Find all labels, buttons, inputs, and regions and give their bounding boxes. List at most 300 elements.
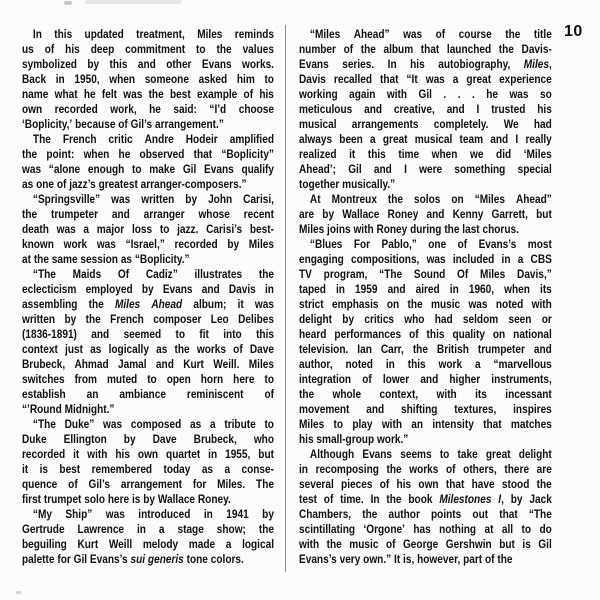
word: of: [446, 462, 456, 476]
word: “The: [528, 507, 552, 521]
word: and: [387, 282, 406, 296]
word: small-group: [316, 432, 375, 446]
word: to: [264, 72, 274, 86]
text-line: [299, 267, 552, 282]
word: palette: [22, 552, 55, 566]
word: seldom: [462, 312, 499, 326]
paragraph: [299, 447, 552, 567]
word: out: [472, 507, 489, 521]
word: Duke”: [64, 417, 95, 431]
word: work,: [110, 102, 137, 116]
word: Gil’s: [88, 477, 111, 491]
word: Davis,”: [517, 267, 552, 281]
word: whole: [332, 387, 362, 401]
word: loss: [131, 222, 153, 236]
word: Evans: [162, 282, 193, 296]
paragraph: [299, 192, 552, 237]
word: into: [223, 327, 242, 341]
word: in: [335, 282, 345, 296]
word: Gil: [418, 87, 432, 101]
word: others,: [463, 462, 497, 476]
word: that: [380, 72, 399, 86]
word: Lawrence: [77, 522, 125, 536]
word: Carr,: [380, 342, 404, 356]
word: critic: [108, 132, 133, 146]
word: in: [299, 462, 308, 476]
scan-artifact-top-smudge: [85, 0, 181, 4]
word: Miles: [299, 222, 325, 236]
word: reminds: [234, 27, 274, 41]
word: was: [403, 27, 423, 41]
word: on: [386, 297, 400, 311]
word: when: [83, 147, 110, 161]
word: a: [224, 462, 231, 476]
word: switches: [22, 372, 65, 386]
word: was: [468, 297, 488, 311]
word: movement: [299, 402, 350, 416]
word: .: [457, 87, 461, 101]
word: and: [201, 282, 220, 296]
word: jazz.: [177, 222, 199, 236]
word: Dave: [249, 342, 274, 356]
word: as: [156, 342, 168, 356]
word: the: [536, 477, 552, 491]
word: Montreux: [331, 192, 377, 206]
word: 1941: [226, 507, 249, 521]
word: I,: [498, 492, 504, 506]
text-line: [22, 42, 274, 57]
word: one: [36, 177, 54, 191]
word: Evans’s: [478, 237, 517, 251]
text-line: [299, 57, 552, 72]
word: known: [22, 237, 54, 251]
word: seems: [400, 447, 432, 461]
word: tribute: [224, 417, 256, 431]
word: he: [149, 102, 161, 116]
word: “I’d: [209, 102, 227, 116]
word: Hodeir: [185, 132, 218, 146]
word: ‘Orgone’: [363, 522, 405, 536]
word: “The: [32, 417, 56, 431]
word: do: [539, 522, 552, 536]
word: beguiling: [22, 537, 67, 551]
word: Wallace: [342, 207, 380, 221]
word: Evans: [201, 57, 232, 71]
word: .: [471, 87, 475, 101]
word: emphasis: [331, 297, 379, 311]
word: Miles: [248, 237, 274, 251]
word: The: [256, 477, 274, 491]
word: Miles: [197, 27, 223, 41]
word: Sound: [413, 267, 446, 281]
text-line: [22, 537, 274, 552]
word: said:: [173, 102, 197, 116]
word: so: [539, 87, 552, 101]
word: Delibes: [238, 312, 274, 326]
word: name: [22, 87, 49, 101]
word: Of: [117, 267, 130, 281]
word: working: [299, 87, 338, 101]
word: musically.”: [342, 177, 396, 191]
word: musical: [414, 132, 453, 146]
word: “’Round: [22, 402, 62, 416]
word: part: [463, 552, 483, 566]
word: because: [75, 117, 116, 131]
word: Evans’s: [299, 552, 337, 566]
word: arranger: [143, 207, 185, 221]
word: to: [264, 417, 274, 431]
paragraph: [22, 267, 274, 417]
word: test: [299, 492, 317, 506]
word: his: [396, 477, 412, 491]
word: written: [141, 192, 175, 206]
text-line: [22, 462, 274, 477]
word: Gertrude: [22, 522, 65, 536]
word: assembling: [22, 297, 78, 311]
word: it: [237, 297, 244, 311]
text-line: [22, 477, 274, 492]
word: of: [409, 327, 419, 341]
word: team: [459, 132, 484, 146]
text-line: [299, 477, 552, 492]
word: Leo: [210, 312, 229, 326]
word: autobiography,: [438, 57, 511, 71]
text-line: [22, 387, 274, 402]
word: music: [430, 297, 461, 311]
word: his: [65, 42, 80, 56]
word: his: [115, 447, 130, 461]
word: stood: [501, 477, 530, 491]
word: to: [147, 372, 157, 386]
word: Andre: [144, 132, 174, 146]
column-divider-rule: [285, 25, 286, 572]
word: was: [103, 417, 123, 431]
text-line: [22, 417, 274, 432]
word: a: [225, 537, 232, 551]
text-line: [22, 297, 274, 312]
word: Jamal: [117, 357, 147, 371]
word: quality: [452, 327, 485, 341]
word: or: [541, 312, 552, 326]
word: example: [196, 87, 238, 101]
word: and: [137, 57, 156, 71]
word: Cadiz”: [145, 267, 178, 281]
word: “My: [32, 507, 52, 521]
word: and: [366, 402, 385, 416]
word: felt: [101, 87, 117, 101]
word: British: [436, 342, 469, 356]
word: shifting: [401, 402, 438, 416]
word: always: [299, 132, 333, 146]
word: In: [32, 27, 42, 41]
text-line: [22, 87, 274, 102]
word: a: [370, 132, 376, 146]
word: again: [349, 87, 376, 101]
word: the: [505, 27, 521, 41]
text-line: [22, 282, 274, 297]
word: Ahead”: [353, 27, 390, 41]
word: logical: [242, 537, 274, 551]
word: at: [22, 252, 31, 266]
text-line: [299, 387, 552, 402]
word: take: [457, 447, 478, 461]
word: of: [56, 177, 67, 191]
word: major: [96, 222, 125, 236]
text-line: [299, 87, 552, 102]
text-line: [299, 402, 552, 417]
word: seemed: [123, 327, 162, 341]
word: Roney: [376, 222, 408, 236]
word: Gil: [538, 537, 552, 551]
word: best: [169, 87, 191, 101]
word: together: [299, 177, 340, 191]
word: arrangement: [120, 477, 182, 491]
word: In: [387, 57, 397, 71]
word: in: [136, 522, 146, 536]
word: this: [54, 27, 73, 41]
word: death: [22, 222, 49, 236]
word: to: [175, 327, 185, 341]
word: by: [143, 492, 156, 506]
word: that: [193, 147, 213, 161]
word: as: [90, 342, 102, 356]
word: in: [55, 72, 65, 86]
word: him: [236, 72, 255, 86]
text-line: [22, 57, 274, 72]
word: incessant: [505, 387, 552, 401]
word: and: [533, 342, 552, 356]
word: “alone: [48, 162, 81, 176]
word: book: [408, 492, 433, 506]
word: (1836-1891): [22, 327, 77, 341]
text-line: [22, 552, 274, 567]
word: .: [443, 87, 447, 101]
paragraph: [299, 27, 552, 192]
word: seen: [508, 312, 532, 326]
word: Of: [457, 267, 469, 281]
word: the: [407, 297, 423, 311]
word: instruments,: [491, 372, 552, 386]
text-line: [299, 237, 552, 252]
text-line: [299, 522, 552, 537]
word: number: [299, 42, 336, 56]
word: Duke: [22, 432, 47, 446]
word: a: [158, 522, 165, 536]
word: a: [452, 72, 459, 86]
word: his: [259, 87, 274, 101]
word: quence: [22, 477, 58, 491]
word: melody: [142, 537, 179, 551]
word: of: [343, 42, 354, 56]
text-line: [299, 102, 552, 117]
text-line: [22, 372, 274, 387]
word: was: [426, 252, 446, 266]
word: when: [431, 147, 458, 161]
text-line: [22, 117, 274, 132]
page-number: 10: [564, 23, 583, 40]
word: quartet: [166, 447, 201, 461]
word: Evans: [299, 57, 329, 71]
word: the: [148, 87, 164, 101]
word: here: [107, 492, 130, 506]
word: the: [299, 387, 315, 401]
word: by: [87, 57, 100, 71]
word: by: [227, 237, 240, 251]
word: with: [386, 87, 408, 101]
word: he: [83, 87, 96, 101]
word: the: [258, 267, 274, 281]
word: his: [299, 432, 314, 446]
word: Brubeck,: [22, 357, 66, 371]
word: with: [353, 222, 374, 236]
word: commitment: [125, 42, 186, 56]
word: is: [131, 492, 141, 506]
word: and: [446, 102, 465, 116]
word: by: [322, 207, 335, 221]
word: updated: [84, 27, 124, 41]
word: French: [110, 312, 144, 326]
word: performances: [334, 327, 402, 341]
word: an: [411, 417, 424, 431]
word: trumpet: [43, 492, 82, 506]
word: to: [439, 447, 450, 461]
text-line: [22, 267, 274, 282]
paragraph: [22, 192, 274, 267]
word: for: [57, 552, 71, 566]
word: context: [22, 342, 58, 356]
word: noted: [345, 357, 373, 371]
word: higher: [449, 372, 481, 386]
word: delight: [299, 312, 333, 326]
word: recent: [243, 207, 274, 221]
word: Maids: [72, 267, 102, 281]
word: Roney: [387, 207, 419, 221]
word: as: [190, 417, 202, 431]
word: Ellington: [63, 432, 107, 446]
word: own: [137, 447, 159, 461]
word: fit: [199, 327, 209, 341]
word: the: [174, 342, 190, 356]
word: television.: [299, 342, 349, 356]
word: last: [462, 222, 480, 236]
word: program,: [323, 267, 368, 281]
word: observed: [139, 147, 185, 161]
word: was: [425, 72, 445, 86]
word: Kenny: [452, 207, 484, 221]
word: his: [410, 57, 425, 71]
word: what: [54, 87, 78, 101]
word: context,: [379, 387, 419, 401]
word: is: [522, 537, 531, 551]
word: by: [262, 507, 274, 521]
word: this: [426, 327, 445, 341]
word: Kurt: [77, 537, 99, 551]
word: open: [166, 372, 191, 386]
word: Weill.: [213, 357, 240, 371]
word: compositions,: [351, 252, 420, 266]
word: one: [428, 237, 447, 251]
word: trumpeter: [477, 342, 525, 356]
text-line: [22, 492, 274, 507]
text-line: [299, 462, 552, 477]
word: but: [258, 447, 274, 461]
word: own.”: [363, 552, 392, 566]
word: Ship”: [65, 507, 93, 521]
word: arrangement.”: [154, 117, 224, 131]
word: strict: [299, 297, 324, 311]
word: by: [123, 432, 136, 446]
text-line: [299, 162, 552, 177]
word: who: [253, 432, 274, 446]
word: tone: [186, 552, 208, 566]
word: “Miles: [474, 192, 505, 206]
word: composed: [130, 417, 182, 431]
word: was: [111, 192, 131, 206]
word: was: [254, 297, 274, 311]
word: deep: [90, 42, 115, 56]
word: “marvellous: [493, 357, 552, 371]
word: the: [386, 492, 402, 506]
word: the: [498, 42, 514, 56]
word: Carisi,: [243, 192, 274, 206]
text-line: [299, 117, 552, 132]
text-line: [299, 507, 552, 522]
word: recalled: [333, 72, 373, 86]
word: time.: [340, 492, 364, 506]
word: Miles: [299, 417, 325, 431]
word: Kurt: [183, 357, 204, 371]
word: in: [208, 447, 218, 461]
word: made: [188, 537, 216, 551]
word: inspires: [513, 402, 552, 416]
word: Carisi’s: [206, 222, 243, 236]
word: works: [196, 342, 226, 356]
text-line: [22, 327, 274, 342]
word: title: [533, 27, 552, 41]
word: Ahead: [151, 297, 183, 311]
text-line: [22, 222, 274, 237]
word: that: [499, 507, 518, 521]
word: Miles: [480, 267, 506, 281]
word: For: [353, 237, 371, 251]
word: of: [118, 117, 128, 131]
word: illustrates: [194, 267, 243, 281]
word: whose: [198, 207, 230, 221]
word: “Boplicity”: [221, 147, 274, 161]
word: musical: [299, 117, 337, 131]
word: work: [438, 357, 463, 371]
word: greatest: [98, 177, 138, 191]
word: establish: [22, 387, 66, 401]
word: 1955,: [225, 447, 251, 461]
text-line: [299, 177, 552, 192]
word: by: [64, 312, 77, 326]
word: recorded: [54, 102, 98, 116]
word: I: [515, 132, 519, 146]
word: Evans: [204, 162, 234, 176]
word: solo: [84, 492, 105, 506]
text-line: [299, 342, 552, 357]
word: stage: [177, 522, 204, 536]
word: Gil: [73, 552, 88, 566]
word: Milestones: [439, 492, 492, 506]
word: by: [141, 282, 154, 296]
word: solos: [414, 192, 441, 206]
word: Wallace: [157, 492, 196, 506]
word: choose: [238, 102, 274, 116]
word: national: [513, 327, 552, 341]
word: the: [362, 507, 378, 521]
